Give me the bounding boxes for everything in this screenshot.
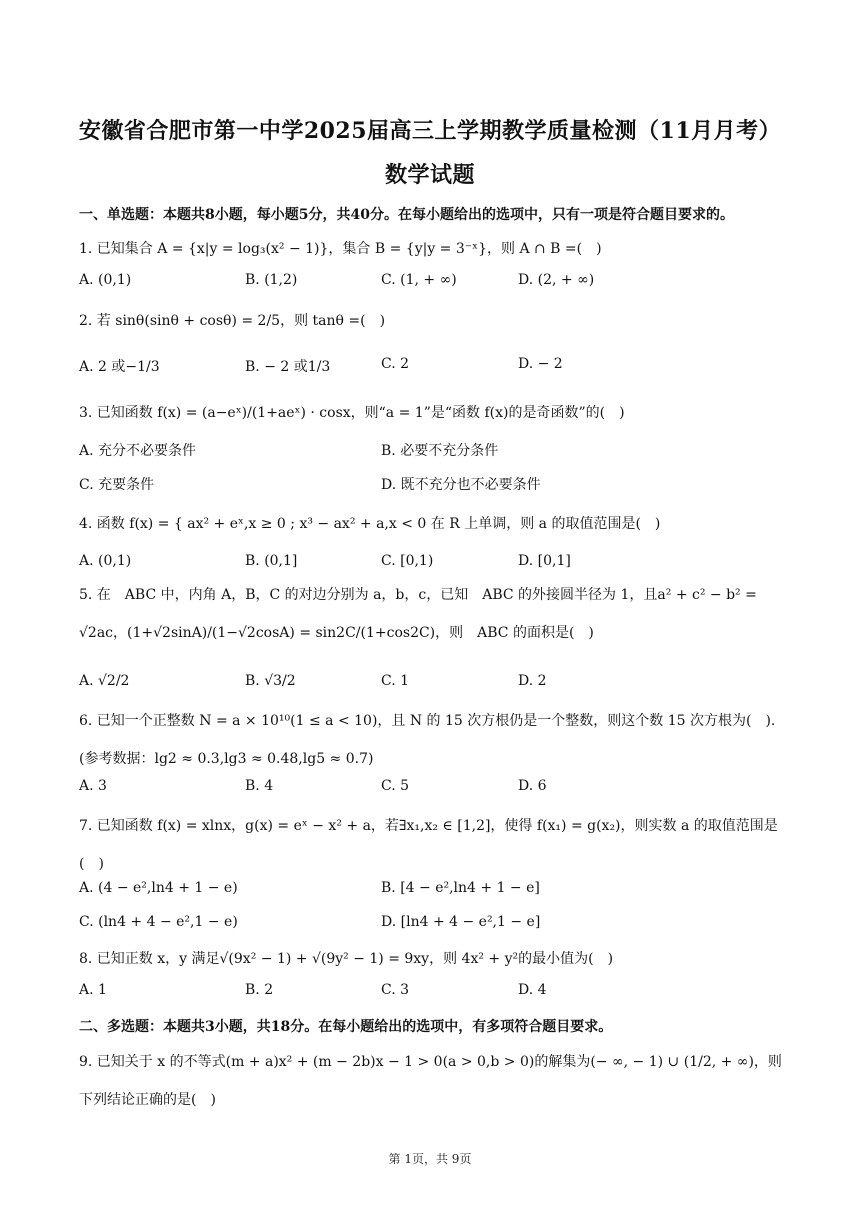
question-5-option-a: A. √2/2 [79,673,130,689]
question-1-option-c: C. (1, + ∞) [381,272,457,288]
question-7-option-d: D. [ln4 + 4 − e²,1 − e] [381,914,541,930]
question-2-option-d: D. − 2 [518,356,563,372]
question-1-option-a: A. (0,1) [79,272,132,288]
question-6-option-a: A. 3 [79,778,107,794]
question-6-option-c: C. 5 [381,778,410,794]
question-8-option-a: A. 1 [79,982,107,998]
question-1: 1. 已知集合 A = {x|y = log₃(x² − 1)}，集合 B = {y|y = 3⁻ˣ}，则 A ∩ B =( ) [79,241,602,257]
question-5: 5. 在 ABC 中，内角 A，B，C 的对边分别为 a，b，c，已知 ABC 的外接圆半径为 1，且a² + c² − b² = √2ac，(1+√2sinA)/(1−√2cosA) = sin2C/(1+cos2C)，则 ABC 的面积是( ) [79,587,757,641]
question-2-option-c: C. 2 [381,356,410,372]
question-4: 4. 函数 f(x) = { ax² + eˣ,x ≥ 0 ; x³ − ax² + a,x < 0 在 R 上单调，则 a 的取值范围是( ) [79,516,661,532]
question-9: 9. 已知关于 x 的不等式(m + a)x² + (m − 2b)x − 1 > 0(a > 0,b > 0)的解集为(− ∞, − 1) ∪ (1/2, + ∞)，则下列结论正确的是( ) [79,1054,782,1108]
question-6-option-b: B. 4 [245,778,274,794]
question-3-option-c: C. 充要条件 [79,477,155,493]
question-6: 6. 已知一个正整数 N = a × 10¹⁰(1 ≤ a < 10)，且 N 的 15 次方根仍是一个整数，则这个数 15 次方根为( ).(参考数据：lg2 ≈ 0.3,lg3 ≈ 0.48,lg5 ≈ 0.7) [79,713,776,767]
question-7-option-a: A. (4 − e²,ln4 + 1 − e) [79,880,238,896]
question-2-option-b: B. − 2 或1/3 [245,359,331,375]
question-8-option-c: C. 3 [381,982,410,998]
question-1-option-d: D. (2, + ∞) [518,272,595,288]
question-5-option-c: C. 1 [381,673,410,689]
section-single-choice-heading: 一、单选题：本题共8小题，每小题5分，共40分。在每小题给出的选项中，只有一项是符合题目要求的。 [79,207,734,223]
question-1-option-b: B. (1,2) [245,272,298,288]
question-3-option-d: D. 既不充分也不必要条件 [381,477,541,493]
page-footer: 第 1页，共 9页 [388,1152,472,1166]
question-7: 7. 已知函数 f(x) = xlnx，g(x) = eˣ − x² + a，若∃x₁,x₂ ∈ [1,2]，使得 f(x₁) = g(x₂)，则实数 a 的取值范围是( ) [79,818,778,872]
question-7-option-b: B. [4 − e²,ln4 + 1 − e] [381,880,540,896]
question-7-option-c: C. (ln4 + 4 − e²,1 − e) [79,914,238,930]
question-5-option-b: B. √3/2 [245,673,296,689]
exam-title: 安徽省合肥市第一中学2025届高三上学期教学质量检测（11月月考） [78,118,782,144]
question-3-option-b: B. 必要不充分条件 [381,443,499,459]
question-5-option-d: D. 2 [518,673,547,689]
section-multiple-choice-heading: 二、多选题：本题共3小题，共18分。在每小题给出的选项中，有多项符合题目要求。 [79,1019,613,1035]
question-4-option-a: A. (0,1) [79,553,132,569]
exam-subject-title: 数学试题 [384,162,475,188]
question-8-option-b: B. 2 [245,982,274,998]
question-8-option-d: D. 4 [518,982,547,998]
question-2-option-a: A. 2 或−1/3 [79,359,160,375]
question-4-option-d: D. [0,1] [518,553,571,569]
question-6-option-d: D. 6 [518,778,547,794]
question-3-option-a: A. 充分不必要条件 [79,443,197,459]
question-4-option-c: C. [0,1) [381,553,434,569]
question-2: 2. 若 sinθ(sinθ + cosθ) = 2/5，则 tanθ =( ) [79,313,386,329]
question-8: 8. 已知正数 x，y 满足√(9x² − 1) + √(9y² − 1) = 9xy，则 4x² + y²的最小值为( ) [79,951,614,967]
question-3: 3. 已知函数 f(x) = (a−eˣ)/(1+aeˣ) · cosx，则“a = 1”是“函数 f(x)的是奇函数”的( ) [79,405,625,421]
question-4-option-b: B. (0,1] [245,553,298,569]
